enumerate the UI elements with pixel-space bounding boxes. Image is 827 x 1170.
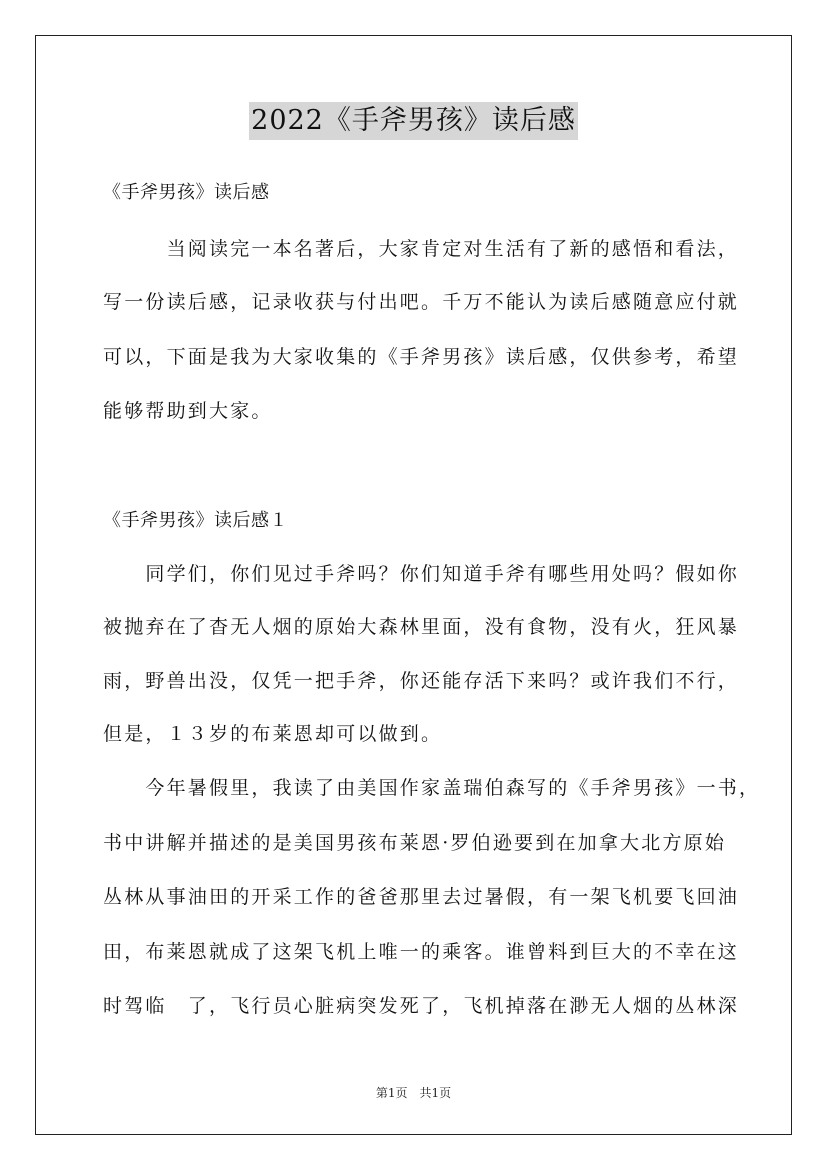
paragraph-line: 写一份读后感，记录收获与付出吧。千万不能认为读后感随意应付就 (103, 291, 740, 313)
paragraph-line: 被抛弃在了杳无人烟的原始大森林里面，没有食物，没有火，狂风暴 (103, 616, 740, 638)
paragraph-line: 能够帮助到大家。 (103, 400, 273, 422)
paragraph-line: 可以，下面是我为大家收集的《手斧男孩》读后感，仅供参考，希望 (103, 346, 740, 368)
section-heading: 《手斧男孩》读后感１ (103, 510, 288, 531)
intro-heading: 《手斧男孩》读后感 (103, 182, 270, 203)
paragraph-line: 田，布莱恩就成了这架飞机上唯一的乘客。谁曾料到巨大的不幸在这 (103, 941, 740, 963)
page-footer: 第1页 共1页 (375, 1086, 452, 1100)
paragraph-line: 丛林从事油田的开采工作的爸爸那里去过暑假，有一架飞机要飞回油 (103, 886, 740, 908)
document-title: 2022《手斧男孩》读后感 (249, 102, 578, 140)
paragraph-line: 但是，１３岁的布莱恩却可以做到。 (103, 723, 443, 745)
paragraph-line: 雨，野兽出没，仅凭一把手斧，你还能存活下来吗？或许我们不行， (103, 670, 740, 692)
paragraph-line: 书中讲解并描述的是美国男孩布莱恩·罗伯逊要到在加拿大北方原始 (103, 832, 727, 854)
title-container (0, 102, 827, 140)
paragraph-line: 今年暑假里，我读了由美国作家盖瑞伯森写的《手斧男孩》一书， (103, 777, 761, 799)
paragraph-line: 同学们，你们见过手斧吗？你们知道手斧有哪些用处吗？假如你 (103, 563, 740, 585)
paragraph-line: 当阅读完一本名著后，大家肯定对生活有了新的感悟和看法， (103, 238, 740, 260)
paragraph-line: 时驾临 了，飞行员心脏病突发死了，飞机掉落在渺无人烟的丛林深 (103, 995, 740, 1017)
